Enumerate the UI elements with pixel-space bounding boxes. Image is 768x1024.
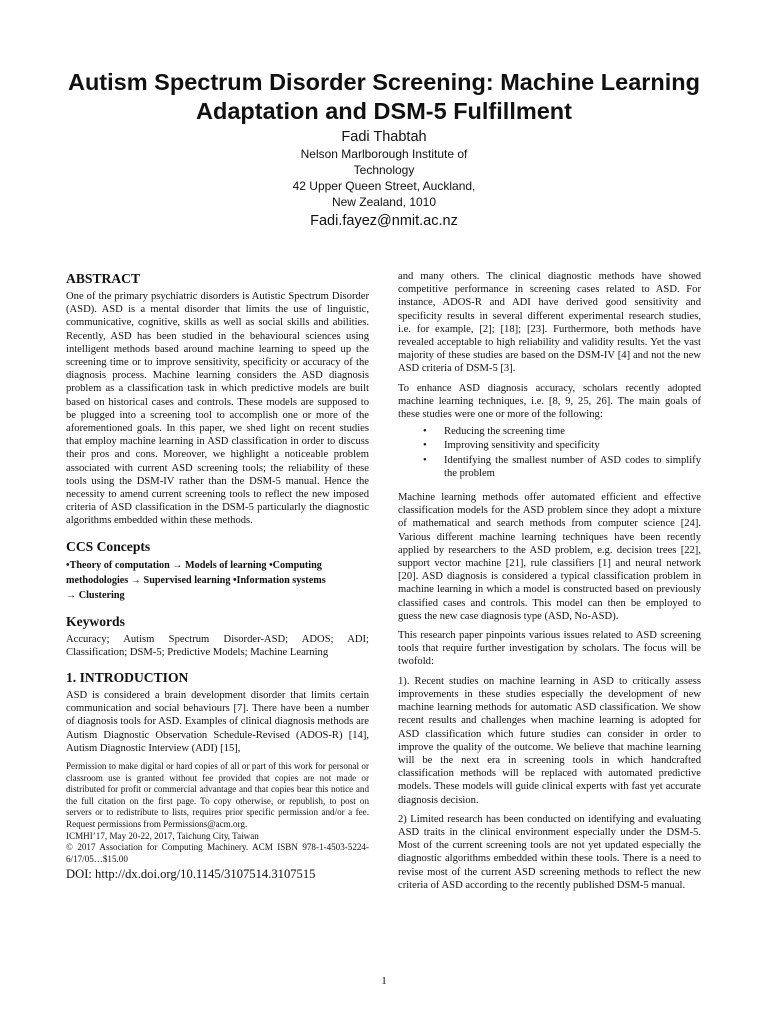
ccs-line-1: •Theory of computation → Models of learning •Computing xyxy=(66,559,322,571)
affiliation-line-2: Technology xyxy=(353,163,415,177)
address-line-1: 42 Upper Queen Street, Auckland, xyxy=(292,179,476,193)
page-number: 1 xyxy=(381,975,387,987)
title-line-2: Adaptation and DSM-5 Fulfillment xyxy=(196,98,572,124)
introduction-text: ASD is considered a brain development disorder that limits certain communication and social behaviours [7]. There have been a number of diagnosis tools for ASD. Examples of clinical diagnosis methods are Autism Diagnostic Observation Schedule-Revised (ADOS-R) [14], Autism Diagnostic Interview (ADI) [15], xyxy=(66,690,369,754)
author-block xyxy=(100,128,668,230)
right-paragraph-2: To enhance ASD diagnosis accuracy, scholars recently adopted machine learning techniques, i.e. [8, 9, 25, 26]. The main goals of these studies were one or more of the following: xyxy=(398,382,701,421)
ccs-line-3: → Clustering xyxy=(66,589,125,601)
goals-list xyxy=(398,425,701,480)
author-email[interactable]: Fadi.fayez@nmit.ac.nz xyxy=(310,213,458,229)
abstract-heading: ABSTRACT xyxy=(66,271,141,286)
bullet-icon: • xyxy=(423,426,427,438)
list-item: • Identifying the smallest number of ASD codes to simplify the problem xyxy=(423,454,701,479)
bullet-icon: • xyxy=(423,440,427,452)
conference-line: ICMHI’17, May 20-22, 2017, Taichung City, Taiwan xyxy=(66,830,259,841)
abstract-text: One of the primary psychiatric disorders is Autistic Spectrum Disorder (ASD). ASD is a mental disorder that limits the use of linguistic, communicative, cognitive, skills as well as social skills and abilities. Recently, ASD has been studied in the behavioural sciences using intelligent methods based around machine learning to speed up the screening time or to improve sensitivity, specificity or accuracy of the diagnosis process. Machine learning considers the ASD diagnosis problem as a classification task in which predictive models are built based on historical cases and controls. These models are supposed to be plugged into a screening tool to accomplish one or more of the aforementioned goals. In this paper, we shed light on recent studies that employ machine learning in ASD classification in order to discuss their pros and cons. Moreover, we highlight a noticeable problem associated with current ASD screening tools; the reliability of these tools using the DSM-IV rather than the DSM-5 manual. Hence the necessity to amend current screening tools to reflect the new imposed criteria of ASD classification in the DSM-5 particularly the diagnostic algorithms embedded within these methods. xyxy=(66,291,369,527)
affiliation-line-1: Nelson Marlborough Institute of xyxy=(300,147,468,161)
list-item: • Improving sensitivity and specificity xyxy=(423,440,600,452)
doi-link[interactable]: DOI: http://dx.doi.org/10.1145/3107514.3107515 xyxy=(66,867,316,882)
right-paragraph-4: This research paper pinpoints various issues related to ASD screening tools that require further investigation by scholars. The focus will be twofold: xyxy=(398,630,701,668)
list-item: • Reducing the screening time xyxy=(423,426,565,438)
copyright-line: © 2017 Association for Computing Machinery. ACM ISBN 978-1-4503-5224-6/17/05…$15.00 xyxy=(66,842,369,864)
right-column xyxy=(398,270,701,892)
author-name: Fadi Thabtah xyxy=(341,129,427,145)
right-paragraph-1: and many others. The clinical diagnostic methods have showed competitive performance in screening cases related to ASD. For instance, ADOS-R and ADI have derived good sensitivity and specificity results in several different experimental research studies, i.e. for example, [2]; [18]; [23]. Furthermore, both methods have revealed acceptable to high reliability and validity results. Yet the vast majority of these studies are based on the DSM-IV [4] and not the new ASD criteria of DSM-5 [3]. xyxy=(398,271,701,375)
right-paragraph-5: 1). Recent studies on machine learning in ASD to critically assess improvements in these studies especially the development of new machine learning methods for automatic ASD classification. We show recent results and challenges when machine learning is adopted for ASD classification which future studies can consider in order to improve the quality of the outcome. We believe that machine learning will be the next era in screening tools in which handcrafted classification methods will be replaced with automated predictive models. These models will guide clinical experts with fast yet accurate diagnosis decision. xyxy=(398,675,701,806)
right-paragraph-6: 2) Limited research has been conducted on identifying and evaluating ASD traits in the clinical environment especially under the DSM-5. Most of the current screening tools are not yet updated especially the diagnostic algorithms embedded within these tools. There is a need to revise most of the current ASD screening methods to reflect the new criteria of ASD according to the recently published DSM-5 manual. xyxy=(398,813,701,891)
bullet-icon: • xyxy=(423,454,427,466)
ccs-heading: CCS Concepts xyxy=(66,538,151,554)
left-column xyxy=(66,270,369,882)
title-line-1: Autism Spectrum Disorder Screening: Machine Learning xyxy=(67,69,701,95)
permission-notice: Permission to make digital or hard copies of all or part of this work for personal or classroom use is granted without fee provided that copies are not made or distributed for profit or commercial advantage and that copies bear this notice and the full citation on the first page. To copy otherwise, or republish, to post on servers or to redistribute to lists, requires prior specific permission and/or a fee. Request permissions from Permissions@acm.org. xyxy=(66,761,369,830)
right-paragraph-3: Machine learning methods offer automated efficient and effective classification models for the ASD problem since they adopt a mixture of mathematical and search methods from computer science [24]. Various different machine learning techniques have been recently applied by researchers to the ASD problem, e.g. decision trees [22], support vector machine [21], rule classifiers [1] and neural network [20]. ASD diagnosis is considered a typical classification problem in machine learning in which a model is constructed based on previously classified cases and controls. This model can then be employed to guess the new case diagnosis type (ASD, No-ASD). xyxy=(398,492,701,622)
paper-title xyxy=(40,68,728,126)
introduction-heading: 1. INTRODUCTION xyxy=(66,670,189,686)
ccs-line-2: methodologies → Supervised learning •Information systems xyxy=(66,574,326,586)
address-line-2: New Zealand, 1010 xyxy=(331,195,437,209)
keywords-text: Accuracy; Autism Spectrum Disorder-ASD; ADOS; ADI; Classification; DSM-5; Predictive Models; Machine Learning xyxy=(66,633,369,658)
keywords-heading: Keywords xyxy=(66,613,125,629)
